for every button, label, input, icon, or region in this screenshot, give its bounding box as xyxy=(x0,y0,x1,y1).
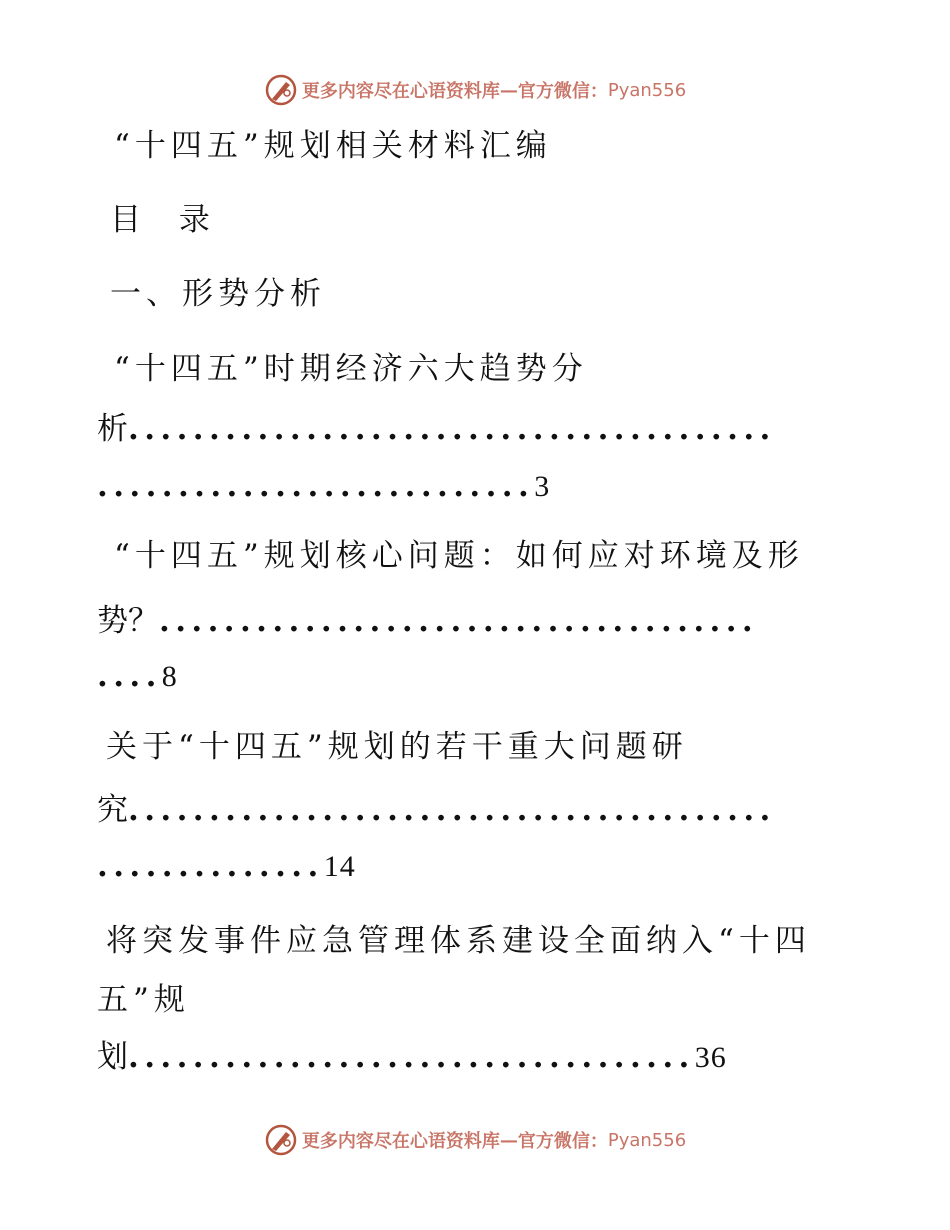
toc-entry-leader: 划...................................36 xyxy=(97,1039,727,1075)
document-title: “十四五”规划相关材料汇编 xyxy=(114,128,552,164)
watermark-wechat-id: Pyan556 xyxy=(607,1129,687,1151)
toc-entry-title-cont: 五”规 xyxy=(97,982,190,1018)
toc-entry-title: 关于“十四五”规划的若干重大问题研 xyxy=(106,729,688,765)
toc-entry-leader: ..............14 xyxy=(97,848,356,884)
toc-entry-leader: 究........................................ xyxy=(97,792,776,828)
toc-entry-leader: 势？..................................... xyxy=(97,603,759,639)
watermark-wechat-id: Pyan556 xyxy=(607,79,687,101)
toc-page-number: 36 xyxy=(694,1041,727,1074)
watermark-banner-bottom xyxy=(0,1120,950,1160)
toc-entry-title: “十四五”时期经济六大趋势分 xyxy=(114,351,588,387)
pen-logo-icon xyxy=(264,1123,298,1157)
watermark-wechat-label: 官方微信： xyxy=(517,81,608,102)
pen-logo-icon xyxy=(264,73,298,107)
toc-entry-title: “十四五”规划核心问题：如何应对环境及形 xyxy=(114,538,804,574)
watermark-dash: — xyxy=(499,1129,518,1151)
watermark-dash: — xyxy=(499,79,518,101)
toc-heading: 目 录 xyxy=(110,202,224,238)
watermark-text: 更多内容尽在心语资料库 xyxy=(301,81,500,102)
toc-entry-leader: ...........................3 xyxy=(97,468,551,504)
watermark-banner-top xyxy=(0,70,950,110)
toc-entry-title: 将突发事件应急管理体系建设全面纳入“十四 xyxy=(106,923,811,959)
watermark-text: 更多内容尽在心语资料库 xyxy=(301,1131,500,1152)
toc-entry-leader: 析........................................ xyxy=(97,411,776,447)
toc-page-number: 8 xyxy=(161,660,178,693)
watermark-wechat-label: 官方微信： xyxy=(517,1131,608,1152)
section-heading: 一、形势分析 xyxy=(110,276,326,312)
toc-page-number: 3 xyxy=(534,470,551,503)
toc-entry-leader: ....8 xyxy=(97,658,178,694)
toc-page-number: 14 xyxy=(323,850,356,883)
